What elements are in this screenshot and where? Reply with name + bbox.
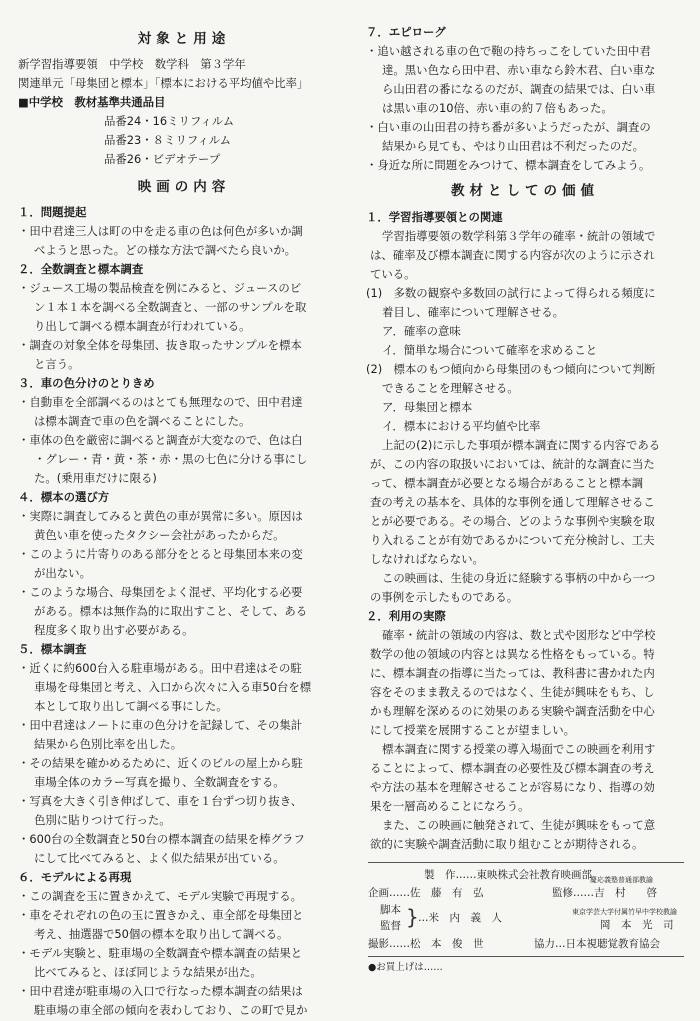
section-heading: １．学習指導要領との関連 xyxy=(366,210,503,224)
body-line: 容をそのまま教えるのではなく、生徒が興味をもち、し xyxy=(370,685,655,699)
credit-production: 製 作……東映株式会社教育映画部 xyxy=(424,869,592,881)
body-line: 果を一層高めることになろう。 xyxy=(370,799,530,813)
body-line: ン１本１本を調べる全数調査と、一部のサンプルを取 xyxy=(34,300,307,314)
meta-line-product-23: 品番23・８ミリフィルム xyxy=(104,133,232,147)
body-line: り入れることが有効であるかについて充分検討し、工夫 xyxy=(370,533,655,547)
body-line: 結果から色別比率を出した。 xyxy=(34,737,183,751)
credit-brace: } xyxy=(406,905,419,929)
section-heading: ６．モデルによる再現 xyxy=(18,870,132,884)
meta-line-standard: ■中学校 教材基準共通品目 xyxy=(18,95,166,109)
body-line: た。(乗用車だけに限る) xyxy=(34,471,157,485)
body-line: は標本調査で車の色を調べることにした。 xyxy=(34,414,251,428)
body-line: ア．確率の意味 xyxy=(382,324,461,338)
credit-script-direction: …米 内 義 人 xyxy=(418,912,502,924)
body-line: ・その結果を確かめるために、近くのビルの屋上から駐 xyxy=(18,756,303,770)
body-line: 車場を母集団と考え、入口から次々に入る車50台を標 xyxy=(34,680,312,694)
body-line: しなければならない。 xyxy=(370,552,484,566)
body-line: 程度多く取り出す必要がある。 xyxy=(34,623,194,637)
meta-line-curriculum: 新学習指導要領 中学校 数学科 第３学年 xyxy=(18,57,246,71)
body-line: イ．簡単な場合について確率を求めること xyxy=(382,343,598,357)
body-line: って、標本調査が必要となる場合があることと標本調 xyxy=(370,476,644,490)
credits-bottom-rule xyxy=(368,956,684,957)
body-line: ・白い車の山田君の持ち番が多いようだったが、調査の xyxy=(366,120,651,134)
body-line: とが必要である。その場合、どのような事例や実験を取 xyxy=(370,514,655,528)
body-line: 色別に貼りつけて行った。 xyxy=(34,813,171,827)
body-line: 欲的に実験や調査活動に取り組むことが期待される。 xyxy=(370,837,644,851)
section-heading: ２．利用の実際 xyxy=(366,609,446,623)
credit-cooperation: 協力…日本視聴覚教育協会 xyxy=(534,938,660,950)
title-teaching-value: 教材としての価値 xyxy=(451,183,599,199)
body-line: にして比べてみると、よく似た結果が出ている。 xyxy=(34,851,285,865)
body-line: ・自動車を全部調べるのはとても無理なので、田中君達 xyxy=(18,395,303,409)
body-line: (2) 標本のもつ傾向から母集団のもつ傾向について判断 xyxy=(366,362,656,376)
body-line: ・近くに約600台入る駐車場がある。田中君達はその駐 xyxy=(18,661,302,675)
body-line: り出して調べる標本調査が行われている。 xyxy=(34,319,251,333)
body-line: 数学の他の領域の内容とは異なる性格をもっている。特 xyxy=(370,647,655,661)
body-line: (1) 多数の観察や多数回の試行によって得られる頻度に xyxy=(366,286,656,300)
section-heading: １．問題提起 xyxy=(18,205,87,219)
body-line: ・田中君達はノートに車の色分けを記録して、その集計 xyxy=(18,718,303,732)
body-line: べようと思った。どの様な方法で調べたら良いか。 xyxy=(34,243,296,257)
meta-line-product-26: 品番26・ビデオテープ xyxy=(104,152,221,166)
body-line: ・身近な所に問題をみつけて、標本調査をしてみよう。 xyxy=(366,158,651,172)
body-line: 比べてみると、ほぼ同じような結果が出た。 xyxy=(34,965,262,979)
body-line: ・車体の色を厳密に調べると調査が大変なので、色は白 xyxy=(18,433,303,447)
body-line: ・このような場合、母集団をよく混ぜ、平均化する必要 xyxy=(18,585,303,599)
meta-line-product-24: 品番24・16ミリフィルム xyxy=(104,114,235,128)
body-line: ・追い越される車の色で鞄の持ちっこをしていた田中君 xyxy=(366,44,651,58)
body-line: 確率・統計の領域の内容は、数と式や図形など中学校 xyxy=(382,628,656,642)
credit-direction-label: 監督 xyxy=(380,920,401,932)
section-heading: ３．車の色分けのとりきめ xyxy=(18,376,155,390)
body-line: ・この調査を玉に置きかえて、モデル実験で再現する。 xyxy=(18,889,302,903)
credits-top-rule xyxy=(368,862,684,863)
body-line: と言う。 xyxy=(34,357,80,371)
body-line: 結果から見ても、やはり山田君は不利だったのだ。 xyxy=(382,139,644,153)
body-line: や方法の基本を理解させることが容易になり、指導の効 xyxy=(370,780,655,794)
body-line: ・グレー・青・黄・茶・赤・黒の七色に分ける事にし xyxy=(34,452,308,466)
body-line: 着目し、確率について理解させる。 xyxy=(382,305,565,319)
body-line: ら山田君の番になるのだが、調査の結果では、白い車 xyxy=(382,82,656,96)
body-line: ・モデル実験と、駐車場の全数調査や標本調査の結果と xyxy=(18,946,303,960)
body-line: ・車をそれぞれの色の玉に置きかえ、車全部を母集団と xyxy=(18,908,304,922)
body-line: ・実際に調査してみると黄色の車が異常に多い。原因は xyxy=(18,509,303,523)
title-target-and-use: 対象と用途 xyxy=(137,31,231,47)
body-line: 査の考えの基本を、具体的な事例を通して理解させるこ xyxy=(370,495,655,509)
body-line: 達。黒い色なら田中君、赤い車なら鈴木君、白い車な xyxy=(382,63,656,77)
body-line: ・600台の全数調査と50台の標本調査の結果を棒グラフ xyxy=(18,832,305,846)
body-line: イ．標本における平均値や比率 xyxy=(382,419,541,433)
body-line: に、標本調査の指導に当たっては、教科書に書かれた内 xyxy=(370,666,655,680)
body-line: ・ジュース工場の製品検査を例にみると、ジュースのビ xyxy=(18,281,302,295)
body-line: 上記の(2)に示した事項が標本調査に関する内容である xyxy=(382,438,661,452)
body-line: この映画は、生徒の身近に経験する事柄の中から一つ xyxy=(382,571,656,585)
body-line: ・田中君達が駐車場の入口で行なった標本調査の結果は xyxy=(18,984,303,998)
body-line: ・このように片寄りのある部分をとると母集団本来の変 xyxy=(18,547,303,561)
section-heading: ７．エピローグ xyxy=(366,25,446,39)
body-line: ・田中君達三人は町の中を走る車の色は何色が多いか調 xyxy=(18,224,303,238)
section-heading: ２．全数調査と標本調査 xyxy=(18,262,144,276)
body-line: できることを理解させる。 xyxy=(382,381,519,395)
credit-advisor-note: 東京学芸大学付属竹早中学校教諭 xyxy=(572,908,677,916)
credit-planning: 企画……佐 藤 有 弘 xyxy=(368,887,484,899)
body-line: の事例を示したものである。 xyxy=(370,590,519,604)
body-line: 本として取り出して調べる事にした。 xyxy=(34,699,228,713)
body-line: ア．母集団と標本 xyxy=(382,400,473,414)
body-line: 黄色い車を使ったタクシー会社があったからだ。 xyxy=(34,528,285,542)
credit-script-label: 脚本 xyxy=(380,904,401,916)
body-line: 考え、抽選器で50個の標本を取り出して調べる。 xyxy=(34,927,289,941)
meta-line-unit: 関連単元「母集団と標本」「標本における平均値や比率」 xyxy=(18,76,309,90)
credit-advisor: 岡 本 光 司 xyxy=(600,919,674,931)
body-line: 駐車場の車全部の傾向を表わしており、この町で見か xyxy=(34,1003,308,1017)
body-line: ・調査の対象全体を母集団、抜き取ったサンプルを標本 xyxy=(18,338,302,352)
body-line: が、この内容の取扱いにおいては、統計的な調査に当た xyxy=(370,457,655,471)
body-line: は、確率及び標本調査に関する内容が次のように示され xyxy=(370,248,655,262)
credit-supervision-note: 慶応義塾普通部教諭 xyxy=(590,876,653,884)
body-line: 標本調査に関する授業の導入場面でこの映画を利用す xyxy=(382,742,656,756)
purchase-note: ●お買上げは…… xyxy=(368,962,443,973)
body-line: がある。標本は無作為的に取出すこと、そして、ある xyxy=(34,604,308,618)
body-line: が出ない。 xyxy=(34,566,91,580)
body-line: は黒い車の10倍、赤い車の約７倍もあった。 xyxy=(382,101,613,115)
title-film-content: 映画の内容 xyxy=(137,179,231,195)
body-line: 車場全体のカラー写真を撮り、全数調査をする。 xyxy=(34,775,285,789)
section-heading: ５．標本調査 xyxy=(18,642,87,656)
body-line: にして授業を展開することが望ましい。 xyxy=(370,723,576,737)
credit-camera: 撮影……松 本 俊 世 xyxy=(368,938,484,950)
body-line: 学習指導要領の数学科第３学年の確率・統計の領域で xyxy=(382,229,656,243)
body-line: ることによって、標本調査の必要性及び標本調査の考え xyxy=(370,761,655,775)
body-line: ている。 xyxy=(370,267,416,281)
body-line: かも理解を深めるのに効果のある実験や調査活動を中心 xyxy=(370,704,655,718)
section-heading: ４．標本の選び方 xyxy=(18,490,110,504)
credit-supervision: 監修……吉 村 啓 xyxy=(552,887,657,899)
body-line: ・写真を大きく引き伸ばして、車を１台ずつ切り抜き、 xyxy=(18,794,303,808)
body-line: また、この映画に触発されて、生徒が興味をもって意 xyxy=(382,818,656,832)
